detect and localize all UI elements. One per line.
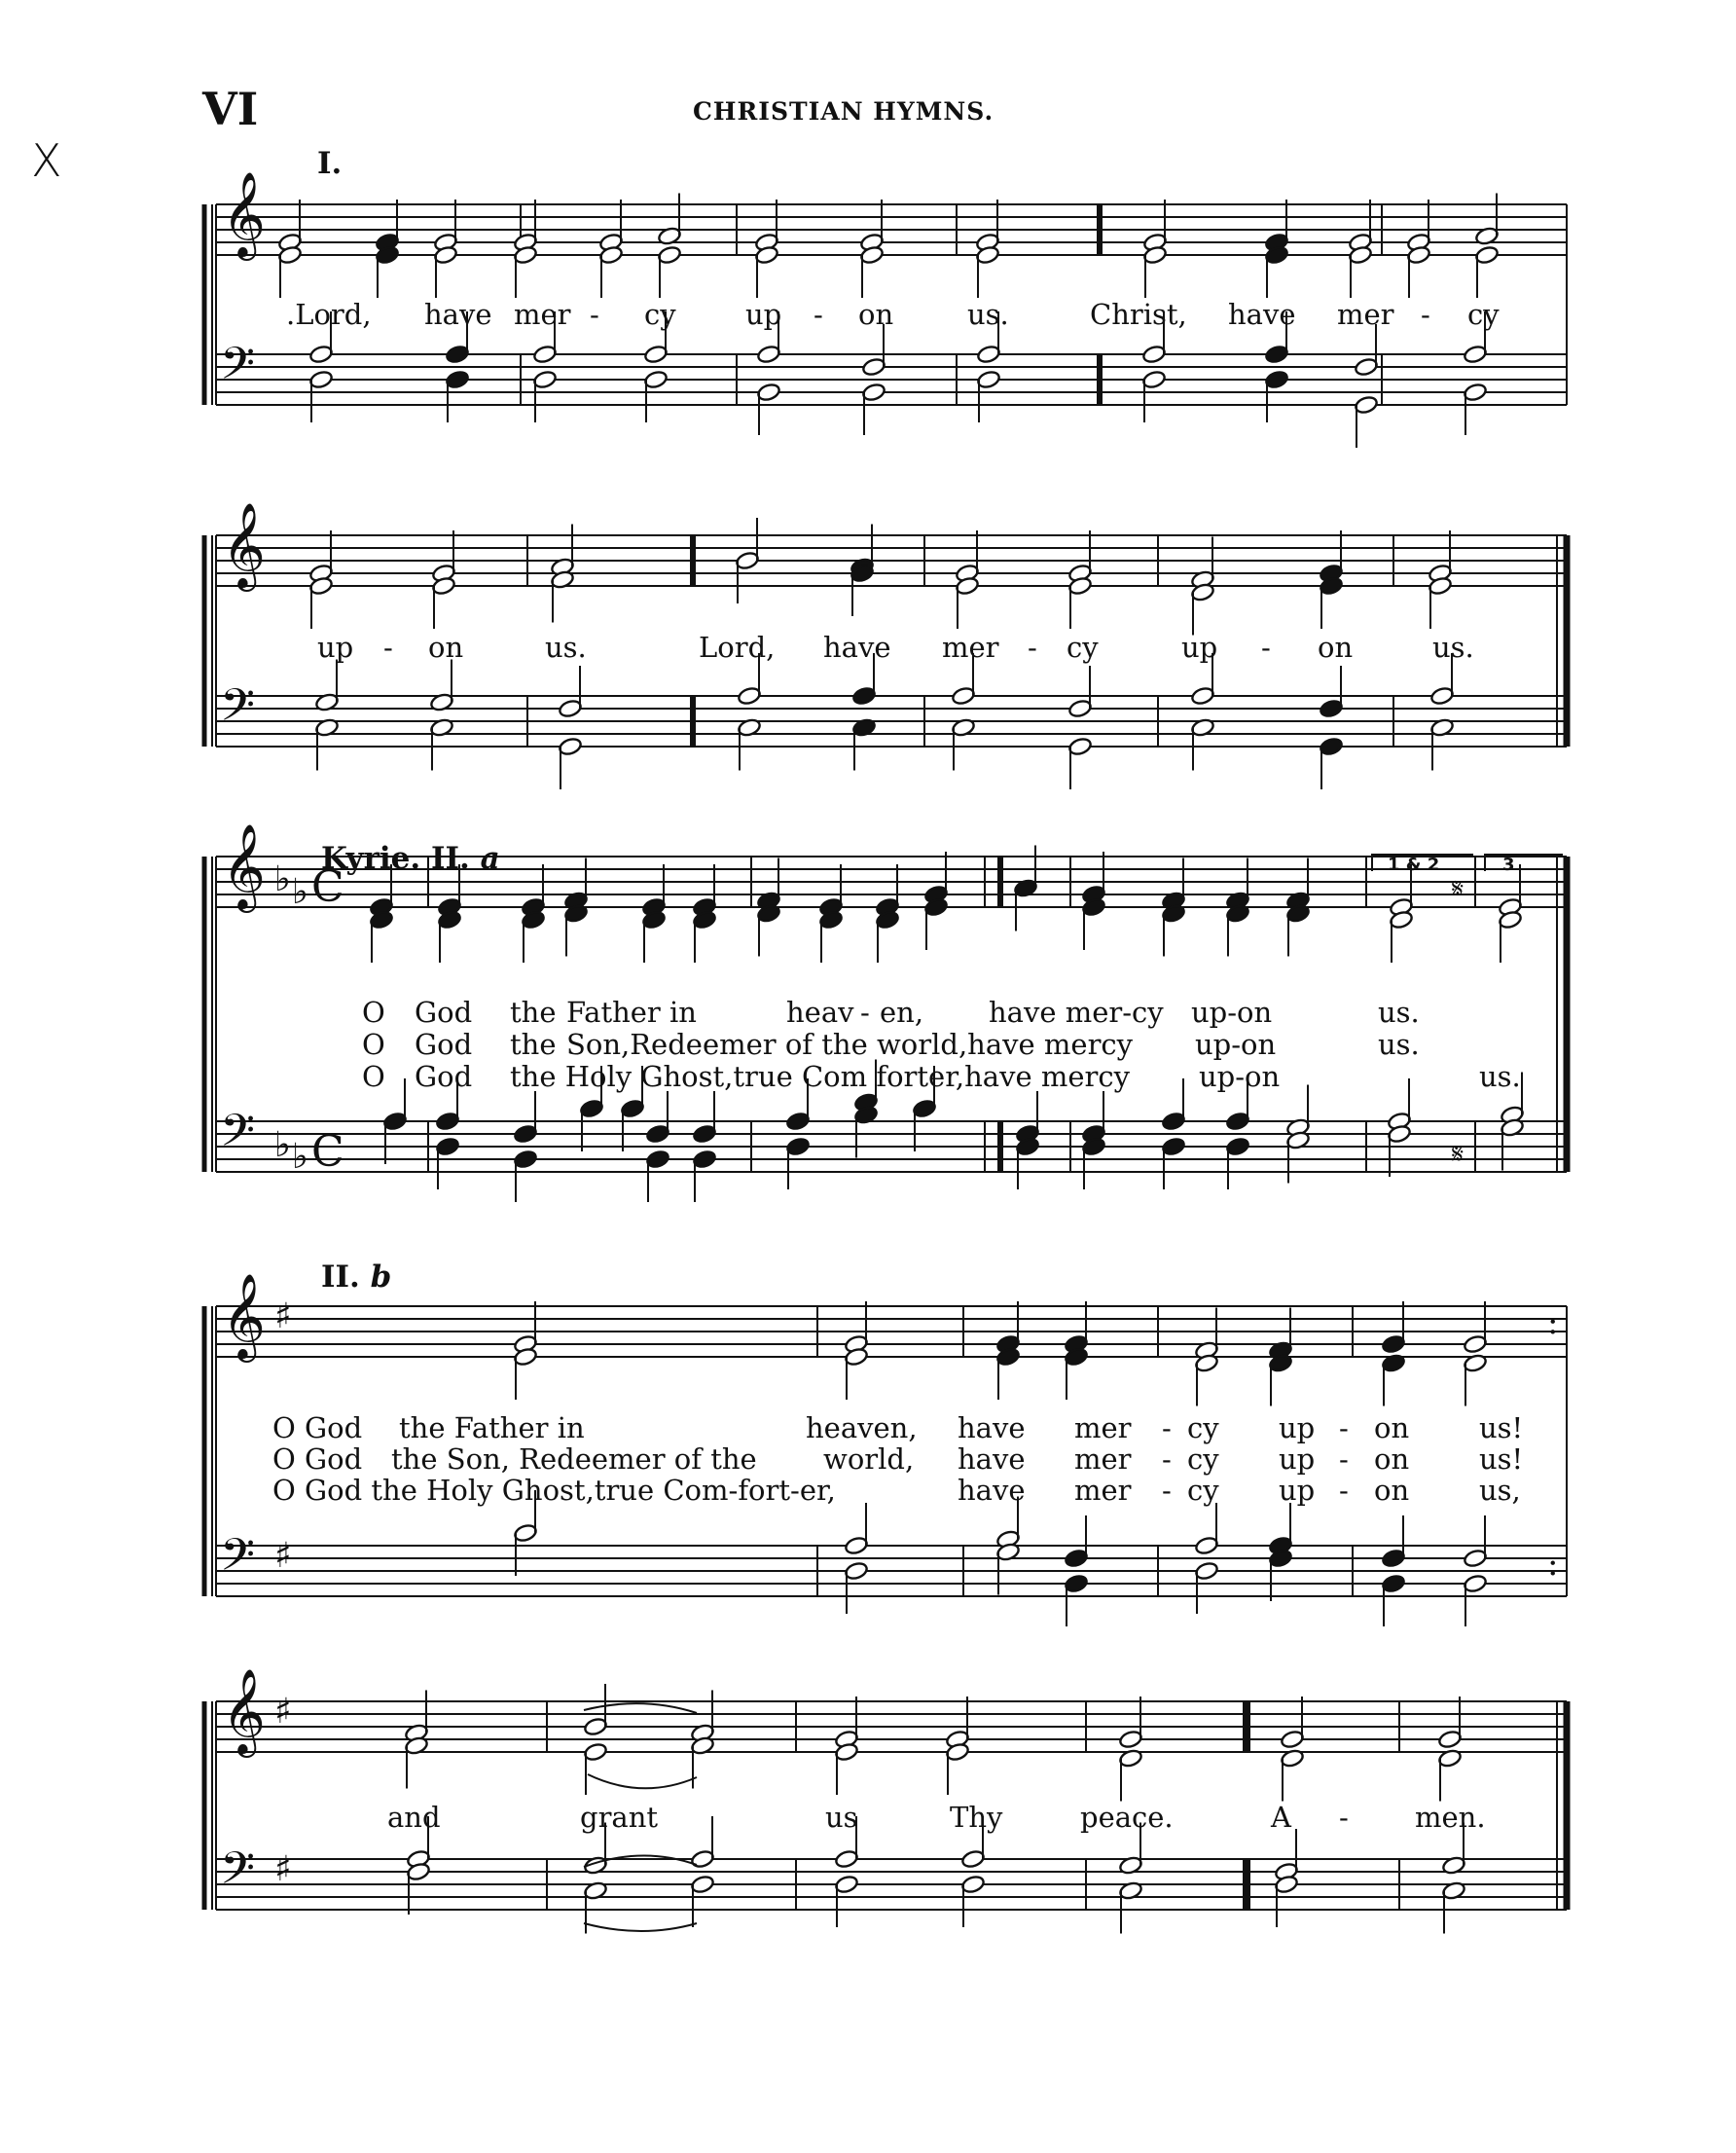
margin-mark: X: [31, 134, 62, 187]
notehead: [513, 1149, 537, 1170]
syllable: the Son, Redeemer of the: [391, 1442, 757, 1476]
section-label-kyrie: [321, 841, 500, 876]
notehead: [435, 1112, 459, 1132]
notehead: [620, 1099, 644, 1119]
syllable: up: [1279, 1411, 1316, 1444]
notehead: [1067, 737, 1092, 757]
notehead: [1319, 699, 1343, 719]
syllable: mer: [942, 631, 999, 664]
syllable: men.: [1415, 1801, 1486, 1834]
key-signature: ♯: [274, 1536, 292, 1576]
syllable: -: [1339, 1474, 1349, 1507]
syllable: mer: [1074, 1474, 1132, 1507]
repeat-dots: :: [1547, 1303, 1559, 1342]
syllable: -: [1162, 1442, 1172, 1476]
notehead: [861, 357, 886, 378]
notehead: [445, 345, 469, 365]
treble-clef: 𝄞: [222, 1272, 266, 1359]
key-signature: ♯: [274, 1692, 292, 1732]
syllable: O God the Holy Ghost,true Com-fort-er,: [272, 1474, 836, 1507]
key-signature: ♭: [292, 872, 308, 912]
syllable: -: [1028, 631, 1037, 664]
notehead: [976, 370, 1000, 390]
syllable: us.: [1432, 631, 1474, 664]
notehead: [690, 1849, 714, 1870]
volta-first-ending: 1 & 2: [1388, 855, 1440, 875]
notehead: [643, 370, 668, 390]
repeat-sign: 𝄋: [1452, 1138, 1465, 1170]
syllable: on: [858, 298, 894, 331]
syllable: -: [814, 298, 823, 331]
repeat-dots: :: [1547, 1545, 1559, 1584]
notehead: [844, 1536, 868, 1556]
notehead: [1264, 370, 1288, 390]
syllable: .Lord,: [286, 298, 372, 331]
syllable: up-on: [1195, 1028, 1277, 1061]
syllable: cy: [1187, 1411, 1219, 1444]
syllable: en,: [880, 996, 924, 1029]
syllable: heav: [786, 996, 854, 1029]
syllable: cy: [644, 298, 676, 331]
treble-clef: 𝄞: [222, 170, 266, 257]
syllable: up: [1181, 631, 1218, 664]
section-label-ii-b-variant: b: [370, 1259, 392, 1295]
syllable: O: [362, 996, 385, 1029]
slur: [588, 1774, 697, 1788]
notehead: [1194, 1536, 1218, 1556]
syllable: have: [958, 1442, 1026, 1476]
syllable: us.: [967, 298, 1009, 331]
running-title: CHRISTIAN HYMNS.: [693, 97, 995, 126]
notehead: [643, 345, 668, 365]
notehead: [1429, 686, 1454, 707]
bass-clef: 𝄢: [220, 1843, 256, 1906]
treble-clef: 𝄞: [222, 1667, 266, 1754]
syllable: have: [958, 1411, 1026, 1444]
key-signature: C: [311, 862, 344, 912]
syllable: up-on: [1191, 996, 1273, 1029]
notehead: [692, 1149, 716, 1170]
syllable: grant: [580, 1801, 659, 1834]
notehead: [690, 1875, 714, 1895]
notehead: [1463, 345, 1487, 365]
notehead: [1118, 1730, 1142, 1750]
syllable: O God: [272, 1442, 363, 1476]
notehead: [579, 1099, 603, 1119]
notehead: [1064, 1574, 1088, 1594]
notehead: [382, 1112, 407, 1132]
syllable: -: [383, 631, 393, 664]
notehead: [1381, 1334, 1405, 1355]
key-signature: ♭: [274, 1125, 291, 1165]
notehead: [1141, 345, 1166, 365]
notehead: [445, 370, 469, 390]
notehead: [737, 686, 761, 707]
syllable: us: [825, 1801, 858, 1834]
syllable: the: [510, 1028, 557, 1061]
notehead: [308, 345, 333, 365]
notehead: [1381, 1549, 1405, 1569]
notehead: [558, 699, 582, 719]
treble-clef: 𝄞: [222, 822, 266, 909]
notehead: [1463, 1334, 1487, 1355]
notehead: [756, 383, 780, 403]
syllable: up: [745, 298, 782, 331]
key-signature: ♯: [274, 1296, 292, 1336]
notehead: [851, 686, 876, 707]
syllable: -: [1162, 1474, 1172, 1507]
syllable: have: [823, 631, 891, 664]
repeat-sign: 𝄋: [1452, 872, 1465, 904]
section-label-kyrie-variant: a: [480, 841, 500, 876]
slur: [584, 1703, 697, 1713]
notehead: [513, 1523, 537, 1544]
bass-clef: 𝄢: [220, 338, 256, 401]
syllable: God: [415, 1060, 473, 1093]
syllable: cy: [1187, 1442, 1219, 1476]
notehead: [1190, 686, 1214, 707]
syllable: on: [428, 631, 464, 664]
syllable: us,: [1479, 1474, 1521, 1507]
notehead: [583, 1717, 607, 1737]
notehead: [756, 345, 780, 365]
syllable: us.: [1378, 1028, 1420, 1061]
notehead: [558, 737, 582, 757]
syllable: -: [1261, 631, 1271, 664]
notehead: [834, 1849, 858, 1870]
notehead: [861, 383, 886, 403]
notehead: [785, 1137, 810, 1157]
syllable: us!: [1479, 1411, 1524, 1444]
syllable: God: [415, 1028, 473, 1061]
notehead: [1067, 699, 1092, 719]
notehead: [692, 1124, 716, 1145]
notehead: [960, 1849, 985, 1870]
syllable: -: [1339, 1411, 1349, 1444]
notehead: [1264, 345, 1288, 365]
syllable: -: [860, 996, 870, 1029]
section-label-kyrie-numeral: II.: [431, 841, 470, 876]
notehead: [1225, 1112, 1249, 1132]
notehead: [308, 370, 333, 390]
syllable: have mer-cy: [989, 996, 1164, 1029]
syllable: up: [317, 631, 354, 664]
treble-clef: 𝄞: [222, 501, 266, 588]
syllable: the: [510, 996, 557, 1029]
notehead: [735, 551, 759, 571]
notehead: [1437, 1730, 1462, 1750]
syllable: A: [1271, 1801, 1291, 1834]
key-signature: ♭: [274, 859, 291, 899]
bass-clef: 𝄢: [220, 1529, 256, 1592]
syllable: Christ,: [1090, 298, 1187, 331]
syllable: and: [387, 1801, 441, 1834]
notehead: [1463, 1549, 1487, 1569]
syllable: O: [362, 1060, 385, 1093]
section-label-kyrie-title: Kyrie.: [321, 841, 421, 876]
notehead: [951, 686, 975, 707]
syllable: Thy: [950, 1801, 1003, 1834]
syllable: mer: [1337, 298, 1394, 331]
notehead: [1319, 737, 1343, 757]
page-number: VI: [202, 83, 259, 135]
syllable: Son,Redeemer of the world,have mercy: [566, 1028, 1134, 1061]
notehead: [1194, 1561, 1218, 1582]
notehead: [1161, 1112, 1185, 1132]
notehead: [1161, 1137, 1185, 1157]
syllable: the Holy Ghost,true Com forter,have mercy: [510, 1060, 1130, 1093]
syllable: peace.: [1080, 1801, 1174, 1834]
syllable: O: [362, 1028, 385, 1061]
notehead: [785, 1112, 810, 1132]
notehead: [513, 1124, 537, 1145]
notehead: [960, 1875, 985, 1895]
notehead: [645, 1149, 669, 1170]
syllable: world,: [823, 1442, 915, 1476]
syllable: cy: [1467, 298, 1500, 331]
notehead: [645, 1124, 669, 1145]
syllable: mer: [514, 298, 571, 331]
section-label-ii-b-numeral: II.: [321, 1259, 360, 1295]
syllable: up: [1279, 1442, 1316, 1476]
syllable: O God: [272, 1411, 363, 1444]
syllable: the Father in: [399, 1411, 585, 1444]
syllable: -: [1339, 1442, 1349, 1476]
key-signature: C: [311, 1127, 344, 1177]
notehead: [834, 1875, 858, 1895]
syllable: up: [1279, 1474, 1316, 1507]
syllable: cy: [1187, 1474, 1219, 1507]
syllable: us.: [1378, 996, 1420, 1029]
syllable: cy: [1067, 631, 1099, 664]
key-signature: ♯: [274, 1849, 292, 1889]
key-signature: ♭: [292, 1137, 308, 1177]
notehead: [1280, 1730, 1304, 1750]
syllable: us.: [545, 631, 587, 664]
syllable: mer: [1074, 1442, 1132, 1476]
bass-clef: 𝄢: [220, 1105, 256, 1168]
notehead: [912, 1099, 936, 1119]
notehead: [1225, 1137, 1249, 1157]
syllable: on: [1374, 1474, 1410, 1507]
section-label-ii-b: [321, 1259, 391, 1295]
notehead: [1463, 1574, 1487, 1594]
syllable: heaven,: [806, 1411, 918, 1444]
syllable: on: [1318, 631, 1354, 664]
slur: [584, 1923, 697, 1931]
syllable: us.: [1479, 1060, 1521, 1093]
syllable: God: [415, 996, 473, 1029]
syllable: -: [1421, 298, 1430, 331]
syllable: -: [1162, 1411, 1172, 1444]
notehead: [435, 1137, 459, 1157]
notehead: [976, 345, 1000, 365]
notehead: [532, 345, 557, 365]
syllable: us!: [1479, 1442, 1524, 1476]
notehead: [532, 370, 557, 390]
notehead: [1141, 370, 1166, 390]
syllable: on: [1374, 1442, 1410, 1476]
section-label-i: I.: [317, 146, 343, 181]
syllable: have: [958, 1474, 1026, 1507]
syllable: have: [424, 298, 492, 331]
syllable: mer: [1074, 1411, 1132, 1444]
syllable: -: [1339, 1801, 1349, 1834]
syllable: -: [590, 298, 599, 331]
notehead: [583, 1742, 607, 1763]
syllable: on: [1374, 1411, 1410, 1444]
volta-second-ending: 3: [1502, 855, 1515, 875]
notehead: [1463, 383, 1487, 403]
bass-clef: 𝄢: [220, 679, 256, 743]
notehead: [844, 1561, 868, 1582]
notehead: [1354, 395, 1378, 416]
notehead: [1474, 245, 1499, 266]
syllable: up-on: [1199, 1060, 1281, 1093]
notehead: [657, 245, 681, 266]
syllable: Father in: [566, 996, 697, 1029]
syllable: have: [1228, 298, 1296, 331]
notehead: [1064, 1549, 1088, 1569]
notehead: [1381, 1574, 1405, 1594]
syllable: Lord,: [699, 631, 776, 664]
notehead: [1354, 357, 1378, 378]
